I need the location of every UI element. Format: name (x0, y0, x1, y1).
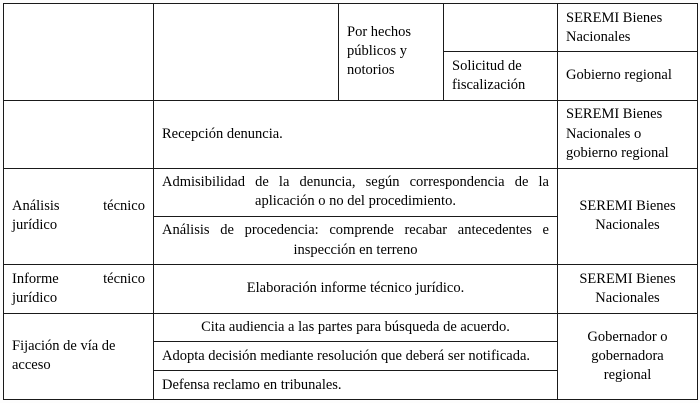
cell-detalle-solicitud: Solicitud de fiscalización (444, 52, 558, 100)
table-row (4, 100, 698, 168)
cell-etapa-informe-tecnico-juridico: Informe técnico jurídico (4, 265, 154, 313)
cell-organismo-seremi-2: SEREMI Bienes Nacionales (558, 168, 698, 265)
cell-detalle-admisibilidad: Admisibilidad de la denuncia, según correspondencia de la aplicación o no del procedimiento. (154, 168, 558, 216)
table-row (4, 313, 698, 342)
cell-etapa-fijacion-via-acceso: Fijación de vía de acceso (4, 313, 154, 399)
cell-organismo-seremi-o-gobierno: SEREMI Bienes Nacionales o gobierno regional (558, 100, 698, 168)
cell-etapa-blank (4, 4, 154, 101)
cell-detalle-blank (154, 4, 339, 101)
procedure-stages-table (3, 3, 698, 400)
cell-organismo-seremi-3: SEREMI Bienes Nacionales (558, 265, 698, 313)
table-row (4, 265, 698, 313)
cell-detalle-cita-audiencia: Cita audiencia a las partes para búsqueda de acuerdo. (154, 313, 558, 342)
cell-etapa-blank-2 (4, 100, 154, 168)
cell-organismo-gobierno-regional: Gobierno regional (558, 52, 698, 100)
cell-medio-hechos: Por hechos públicos y notorios (339, 4, 444, 101)
cell-detalle-recepcion: Recepción denuncia. (154, 100, 558, 168)
cell-detalle-fiscalizacion (444, 4, 558, 52)
table-row (4, 4, 698, 52)
cell-detalle-analisis-procedencia: Análisis de procedencia: comprende recabar antecedentes e inspección en terreno (154, 216, 558, 264)
cell-etapa-analisis-tecnico-juridico: Análisis técnico jurídico (4, 168, 154, 265)
cell-detalle-adopta-decision: Adopta decisión mediante resolución que deberá ser notificada. (154, 342, 558, 371)
table-row (4, 168, 698, 216)
cell-organismo-seremi-1: SEREMI Bienes Nacionales (558, 4, 698, 52)
cell-detalle-elaboracion-informe: Elaboración informe técnico jurídico. (154, 265, 558, 313)
cell-detalle-defensa-reclamo: Defensa reclamo en tribunales. (154, 371, 558, 400)
cell-organismo-gobernador: Gobernador o gobernadora regional (558, 313, 698, 399)
